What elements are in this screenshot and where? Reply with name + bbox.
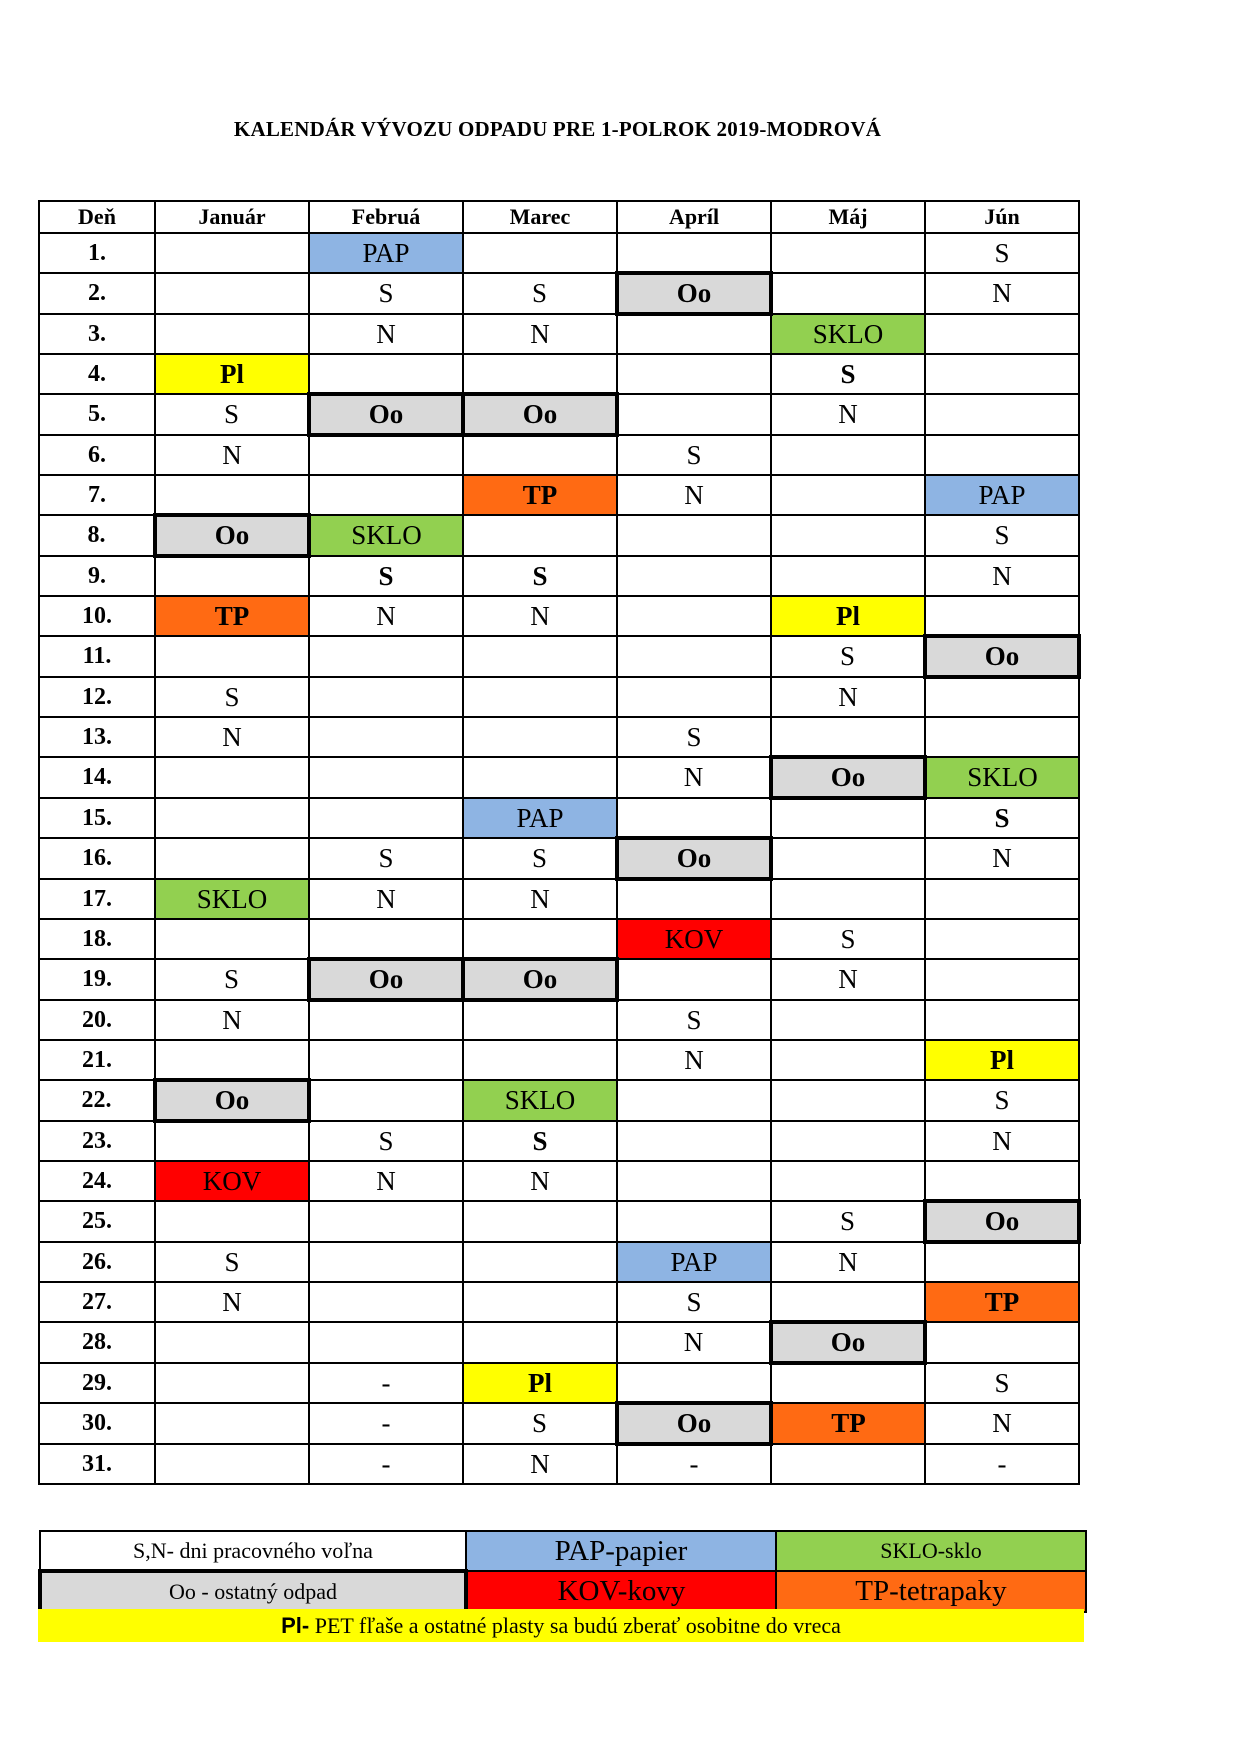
empty-cell xyxy=(309,1282,463,1322)
empty-cell xyxy=(617,959,771,1000)
empty-cell xyxy=(617,677,771,717)
schedule-cell-day-off: S xyxy=(617,435,771,475)
empty-cell xyxy=(155,757,309,798)
day-number: 18. xyxy=(39,919,155,959)
schedule-cell-day-off: N xyxy=(309,879,463,919)
schedule-cell-oo: Oo xyxy=(617,273,771,314)
schedule-cell-day-off: S xyxy=(463,838,617,879)
day-number: 11. xyxy=(39,636,155,677)
empty-cell xyxy=(771,233,925,273)
empty-cell xyxy=(155,838,309,879)
schedule-cell-day-off: N xyxy=(309,314,463,354)
page-title: KALENDÁR VÝVOZU ODPADU PRE 1-POLROK 2019-MODROVÁ xyxy=(233,117,882,141)
schedule-cell-oo: Oo xyxy=(155,515,309,556)
schedule-cell-day-off: N xyxy=(155,435,309,475)
table-row xyxy=(39,1161,1079,1201)
day-number: 5. xyxy=(39,394,155,435)
empty-cell xyxy=(155,556,309,596)
header-month: Marec xyxy=(463,201,617,233)
day-number: 16. xyxy=(39,838,155,879)
table-row xyxy=(39,879,1079,919)
day-number: 14. xyxy=(39,757,155,798)
schedule-cell-pap: PAP xyxy=(309,233,463,273)
table-row xyxy=(39,273,1079,314)
schedule-cell-day-off: S xyxy=(925,515,1079,556)
day-number: 1. xyxy=(39,233,155,273)
empty-cell xyxy=(617,233,771,273)
empty-cell xyxy=(771,1282,925,1322)
empty-cell xyxy=(925,596,1079,636)
empty-cell xyxy=(463,1040,617,1080)
schedule-cell-day-off: S xyxy=(925,1080,1079,1121)
schedule-cell-oo: Oo xyxy=(617,838,771,879)
empty-cell xyxy=(463,677,617,717)
table-row xyxy=(39,435,1079,475)
empty-cell xyxy=(463,354,617,394)
legend-plastics-text: PET fľaše a ostatné plasty sa budú zberať osobitne do vreca xyxy=(309,1613,841,1638)
empty-cell xyxy=(309,677,463,717)
schedule-cell-tp: TP xyxy=(771,1403,925,1444)
empty-cell xyxy=(463,717,617,757)
schedule-cell-day-off: N xyxy=(771,677,925,717)
empty-cell xyxy=(771,556,925,596)
empty-cell xyxy=(463,636,617,677)
schedule-cell-tp: TP xyxy=(155,596,309,636)
schedule-cell-day-off: N xyxy=(155,717,309,757)
empty-cell xyxy=(617,1201,771,1242)
legend-glass: SKLO-sklo xyxy=(776,1531,1086,1571)
empty-cell xyxy=(309,354,463,394)
schedule-cell-oo: Oo xyxy=(925,1201,1079,1242)
empty-cell xyxy=(463,233,617,273)
empty-cell xyxy=(925,354,1079,394)
empty-cell xyxy=(463,515,617,556)
schedule-cell-day-off: S xyxy=(617,1000,771,1040)
schedule-cell-day-off: N xyxy=(925,1403,1079,1444)
schedule-cell-sklo: SKLO xyxy=(925,757,1079,798)
table-row xyxy=(39,1444,1079,1484)
schedule-cell-tp: TP xyxy=(925,1282,1079,1322)
schedule-cell-day-off: S xyxy=(155,959,309,1000)
table-row xyxy=(39,515,1079,556)
empty-cell xyxy=(155,1322,309,1363)
empty-cell xyxy=(463,757,617,798)
schedule-cell-day-off: S xyxy=(771,1201,925,1242)
empty-cell xyxy=(309,757,463,798)
schedule-cell-oo: Oo xyxy=(617,1403,771,1444)
schedule-cell-day-off: N xyxy=(309,596,463,636)
empty-cell xyxy=(155,1444,309,1484)
header-month: Máj xyxy=(771,201,925,233)
day-number: 23. xyxy=(39,1121,155,1161)
schedule-cell-sklo: SKLO xyxy=(771,314,925,354)
table-row xyxy=(39,233,1079,273)
schedule-cell-day-off: N xyxy=(771,394,925,435)
schedule-cell-day-off: N xyxy=(617,757,771,798)
empty-cell xyxy=(617,596,771,636)
legend-metals: KOV-kovy xyxy=(466,1571,776,1612)
schedule-cell-b: S xyxy=(925,798,1079,838)
empty-cell xyxy=(155,919,309,959)
empty-cell xyxy=(617,515,771,556)
schedule-cell-day-off: S xyxy=(463,1403,617,1444)
day-number: 24. xyxy=(39,1161,155,1201)
schedule-cell-dash: - xyxy=(925,1444,1079,1484)
empty-cell xyxy=(925,879,1079,919)
header-month: Apríl xyxy=(617,201,771,233)
schedule-cell-b: S xyxy=(771,354,925,394)
day-number: 10. xyxy=(39,596,155,636)
empty-cell xyxy=(771,838,925,879)
schedule-cell-day-off: N xyxy=(463,1161,617,1201)
schedule-cell-kov: KOV xyxy=(617,919,771,959)
table-row xyxy=(39,1282,1079,1322)
empty-cell xyxy=(771,1161,925,1201)
schedule-cell-day-off: N xyxy=(463,879,617,919)
empty-cell xyxy=(463,435,617,475)
empty-cell xyxy=(155,1403,309,1444)
schedule-cell-day-off: N xyxy=(309,1161,463,1201)
empty-cell xyxy=(617,394,771,435)
schedule-cell-dash: - xyxy=(309,1363,463,1403)
empty-cell xyxy=(925,677,1079,717)
empty-cell xyxy=(617,636,771,677)
empty-cell xyxy=(309,435,463,475)
calendar-table xyxy=(38,200,1081,1485)
table-row xyxy=(39,556,1079,596)
day-number: 8. xyxy=(39,515,155,556)
schedule-cell-day-off: N xyxy=(155,1282,309,1322)
schedule-cell-day-off: S xyxy=(617,717,771,757)
day-number: 31. xyxy=(39,1444,155,1484)
empty-cell xyxy=(617,556,771,596)
empty-cell xyxy=(155,475,309,515)
table-row xyxy=(39,717,1079,757)
table-row xyxy=(39,757,1079,798)
empty-cell xyxy=(771,435,925,475)
day-number: 22. xyxy=(39,1080,155,1121)
empty-cell xyxy=(771,515,925,556)
schedule-cell-day-off: S xyxy=(617,1282,771,1322)
table-row xyxy=(39,1201,1079,1242)
schedule-cell-day-off: N xyxy=(617,1322,771,1363)
table-row xyxy=(39,1000,1079,1040)
day-number: 25. xyxy=(39,1201,155,1242)
table-row xyxy=(39,354,1079,394)
empty-cell xyxy=(617,1080,771,1121)
empty-cell xyxy=(925,959,1079,1000)
empty-cell xyxy=(925,1000,1079,1040)
legend xyxy=(38,1530,1084,1614)
table-row xyxy=(39,1080,1079,1121)
empty-cell xyxy=(771,1040,925,1080)
schedule-cell-day-off: S xyxy=(925,233,1079,273)
day-number: 12. xyxy=(39,677,155,717)
schedule-cell-oo: Oo xyxy=(309,959,463,1000)
empty-cell xyxy=(463,1242,617,1282)
table-row xyxy=(39,1040,1079,1080)
empty-cell xyxy=(925,1242,1079,1282)
table-row xyxy=(39,1322,1079,1363)
empty-cell xyxy=(925,1322,1079,1363)
empty-cell xyxy=(925,435,1079,475)
schedule-cell-pap: PAP xyxy=(463,798,617,838)
schedule-cell-day-off: S xyxy=(309,838,463,879)
day-number: 28. xyxy=(39,1322,155,1363)
empty-cell xyxy=(617,879,771,919)
table-row xyxy=(39,959,1079,1000)
day-number: 9. xyxy=(39,556,155,596)
schedule-cell-b: S xyxy=(309,556,463,596)
empty-cell xyxy=(309,636,463,677)
empty-cell xyxy=(155,1040,309,1080)
table-row xyxy=(39,636,1079,677)
schedule-cell-day-off: N xyxy=(925,838,1079,879)
schedule-cell-day-off: S xyxy=(771,636,925,677)
day-number: 15. xyxy=(39,798,155,838)
schedule-cell-day-off: S xyxy=(463,273,617,314)
day-number: 19. xyxy=(39,959,155,1000)
schedule-cell-day-off: S xyxy=(155,1242,309,1282)
empty-cell xyxy=(155,798,309,838)
empty-cell xyxy=(925,314,1079,354)
empty-cell xyxy=(771,1000,925,1040)
empty-cell xyxy=(771,798,925,838)
table-row xyxy=(39,1121,1079,1161)
schedule-cell-day-off: S xyxy=(309,1121,463,1161)
empty-cell xyxy=(155,1121,309,1161)
table-row xyxy=(39,1242,1079,1282)
schedule-cell-pap: PAP xyxy=(617,1242,771,1282)
header-row xyxy=(39,201,1079,233)
schedule-cell-pl: Pl xyxy=(155,354,309,394)
day-number: 7. xyxy=(39,475,155,515)
day-number: 2. xyxy=(39,273,155,314)
empty-cell xyxy=(617,354,771,394)
schedule-cell-sklo: SKLO xyxy=(309,515,463,556)
legend-tetrapak: TP-tetrapaky xyxy=(776,1571,1086,1612)
schedule-cell-pl: Pl xyxy=(925,1040,1079,1080)
schedule-cell-day-off: S xyxy=(155,394,309,435)
schedule-cell-day-off: S xyxy=(309,273,463,314)
empty-cell xyxy=(771,1121,925,1161)
legend-paper: PAP-papier xyxy=(466,1531,776,1571)
empty-cell xyxy=(463,919,617,959)
empty-cell xyxy=(771,475,925,515)
schedule-cell-dash: - xyxy=(309,1444,463,1484)
empty-cell xyxy=(617,1363,771,1403)
header-month: Jún xyxy=(925,201,1079,233)
table-row xyxy=(39,838,1079,879)
empty-cell xyxy=(771,1080,925,1121)
empty-cell xyxy=(155,233,309,273)
table-row xyxy=(39,919,1079,959)
schedule-cell-oo: Oo xyxy=(463,959,617,1000)
schedule-cell-day-off: N xyxy=(463,596,617,636)
day-number: 30. xyxy=(39,1403,155,1444)
schedule-cell-dash: - xyxy=(617,1444,771,1484)
day-number: 17. xyxy=(39,879,155,919)
day-number: 26. xyxy=(39,1242,155,1282)
empty-cell xyxy=(309,1201,463,1242)
empty-cell xyxy=(463,1000,617,1040)
table-row xyxy=(39,394,1079,435)
day-number: 29. xyxy=(39,1363,155,1403)
schedule-cell-day-off: N xyxy=(925,273,1079,314)
empty-cell xyxy=(309,1000,463,1040)
schedule-cell-b: S xyxy=(463,1121,617,1161)
empty-cell xyxy=(771,717,925,757)
schedule-cell-oo: Oo xyxy=(771,1322,925,1363)
empty-cell xyxy=(925,394,1079,435)
schedule-cell-sklo: SKLO xyxy=(155,879,309,919)
schedule-cell-day-off: S xyxy=(925,1363,1079,1403)
day-number: 3. xyxy=(39,314,155,354)
calendar-body xyxy=(39,233,1079,1484)
schedule-cell-sklo: SKLO xyxy=(463,1080,617,1121)
empty-cell xyxy=(155,1363,309,1403)
day-number: 4. xyxy=(39,354,155,394)
table-row xyxy=(39,1363,1079,1403)
empty-cell xyxy=(155,636,309,677)
empty-cell xyxy=(771,273,925,314)
schedule-cell-pl: Pl xyxy=(463,1363,617,1403)
schedule-cell-day-off: S xyxy=(771,919,925,959)
schedule-cell-day-off: N xyxy=(617,475,771,515)
table-row xyxy=(39,677,1079,717)
schedule-cell-oo: Oo xyxy=(925,636,1079,677)
legend-other-waste: Oo - ostatný odpad xyxy=(40,1571,466,1612)
schedule-cell-day-off: N xyxy=(463,314,617,354)
schedule-cell-pap: PAP xyxy=(925,475,1079,515)
empty-cell xyxy=(617,1121,771,1161)
legend-plastics xyxy=(38,1609,1084,1642)
schedule-cell-day-off: N xyxy=(771,1242,925,1282)
empty-cell xyxy=(309,798,463,838)
schedule-cell-day-off: N xyxy=(617,1040,771,1080)
day-number: 13. xyxy=(39,717,155,757)
empty-cell xyxy=(925,1161,1079,1201)
schedule-cell-b: S xyxy=(463,556,617,596)
schedule-cell-day-off: S xyxy=(155,677,309,717)
schedule-cell-pl: Pl xyxy=(771,596,925,636)
day-number: 20. xyxy=(39,1000,155,1040)
empty-cell xyxy=(463,1201,617,1242)
table-row xyxy=(39,1403,1079,1444)
empty-cell xyxy=(925,717,1079,757)
schedule-cell-oo: Oo xyxy=(309,394,463,435)
schedule-cell-day-off: N xyxy=(155,1000,309,1040)
schedule-cell-kov: KOV xyxy=(155,1161,309,1201)
schedule-cell-oo: Oo xyxy=(463,394,617,435)
empty-cell xyxy=(925,919,1079,959)
day-number: 21. xyxy=(39,1040,155,1080)
schedule-cell-day-off: N xyxy=(771,959,925,1000)
table-row xyxy=(39,596,1079,636)
empty-cell xyxy=(309,717,463,757)
empty-cell xyxy=(617,314,771,354)
empty-cell xyxy=(771,1444,925,1484)
legend-plastics-code: Pl- xyxy=(281,1613,310,1638)
header-month: Január xyxy=(155,201,309,233)
empty-cell xyxy=(309,1040,463,1080)
empty-cell xyxy=(309,1242,463,1282)
schedule-cell-day-off: N xyxy=(463,1444,617,1484)
empty-cell xyxy=(617,1161,771,1201)
schedule-cell-tp: TP xyxy=(463,475,617,515)
empty-cell xyxy=(617,798,771,838)
empty-cell xyxy=(771,1363,925,1403)
schedule-cell-day-off: N xyxy=(925,556,1079,596)
empty-cell xyxy=(155,1201,309,1242)
empty-cell xyxy=(155,314,309,354)
table-row xyxy=(39,798,1079,838)
schedule-cell-oo: Oo xyxy=(155,1080,309,1121)
empty-cell xyxy=(309,1080,463,1121)
legend-weekend: S,N- dni pracovného voľna xyxy=(40,1531,466,1571)
schedule-cell-oo: Oo xyxy=(771,757,925,798)
day-number: 27. xyxy=(39,1282,155,1322)
schedule-cell-day-off: N xyxy=(925,1121,1079,1161)
table-row xyxy=(39,475,1079,515)
schedule-cell-dash: - xyxy=(309,1403,463,1444)
empty-cell xyxy=(309,919,463,959)
table-row xyxy=(39,314,1079,354)
empty-cell xyxy=(463,1322,617,1363)
empty-cell xyxy=(155,273,309,314)
header-month: Februá xyxy=(309,201,463,233)
empty-cell xyxy=(463,1282,617,1322)
day-number: 6. xyxy=(39,435,155,475)
empty-cell xyxy=(309,475,463,515)
empty-cell xyxy=(309,1322,463,1363)
empty-cell xyxy=(771,879,925,919)
header-day: Deň xyxy=(39,201,155,233)
